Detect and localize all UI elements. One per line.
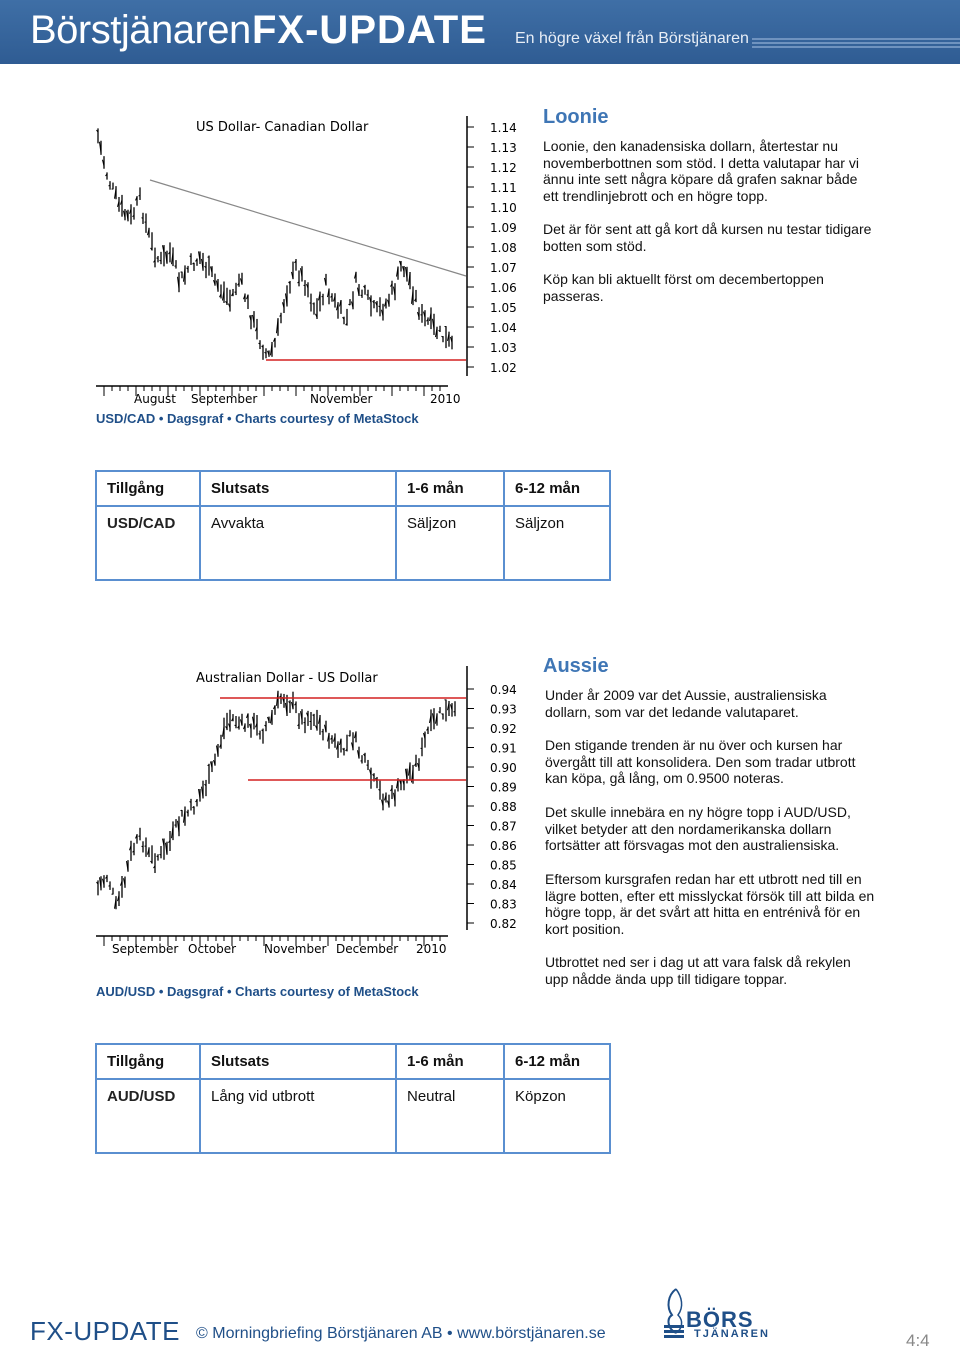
chart-caption: USD/CAD • Dagsgraf • Charts courtesy of MetaStock bbox=[96, 411, 419, 426]
y-tick-label: 1.11 bbox=[490, 181, 517, 195]
paragraph: Den stigande trenden är nu över och kursen har övergått till att konsolidera. Den som tradar utbrott kan köpa, gå lång, om 0.9500 noteras. bbox=[545, 737, 856, 786]
y-tick-label: 0.86 bbox=[490, 839, 517, 853]
y-tick-label: 0.85 bbox=[490, 858, 517, 873]
x-tick-label: September bbox=[112, 942, 179, 956]
conclusion-cell: Avvakta bbox=[200, 506, 396, 580]
short-term-cell: Neutral bbox=[396, 1079, 504, 1153]
x-tick-label: September bbox=[191, 392, 258, 406]
table-row bbox=[96, 1079, 610, 1153]
y-tick-label: 1.06 bbox=[490, 281, 517, 295]
column-header: 6-12 mån bbox=[504, 471, 610, 506]
brand-name: Börstjänaren bbox=[30, 8, 251, 52]
y-tick-label: 1.08 bbox=[490, 241, 517, 255]
conclusion-cell: Lång vid utbrott bbox=[200, 1079, 396, 1153]
paragraph: Det skulle innebära en ny högre topp i AUD/USD, vilket betyder att den nordamerikanska dollarn fortsätter att försvagas mot den australiensiska. bbox=[545, 804, 851, 853]
chart-title: Australian Dollar - US Dollar bbox=[196, 671, 378, 686]
y-tick-label: 1.03 bbox=[490, 341, 517, 355]
asset-cell: AUD/USD bbox=[96, 1079, 200, 1153]
y-tick-label: 1.04 bbox=[490, 321, 517, 335]
paragraph: Köp kan bli aktuellt först om decembertoppen passeras. bbox=[543, 271, 824, 304]
section-heading-aussie: Aussie bbox=[543, 655, 609, 677]
table-header-row bbox=[96, 1044, 610, 1079]
column-header: Tillgång bbox=[96, 471, 200, 506]
y-tick-label: 1.10 bbox=[490, 201, 517, 215]
column-header: Tillgång bbox=[96, 1044, 200, 1079]
x-tick-label: November bbox=[310, 392, 373, 406]
page-number: 4:4 bbox=[906, 1331, 930, 1350]
column-header: Slutsats bbox=[200, 1044, 396, 1079]
y-tick-label: 1.07 bbox=[490, 261, 517, 275]
y-tick-label: 0.91 bbox=[490, 741, 517, 756]
section-heading-loonie: Loonie bbox=[543, 106, 609, 128]
paragraph: Utbrottet ned ser i dag ut att vara falsk då rekylen upp nådde ända upp till tidigare toppar. bbox=[545, 954, 851, 987]
y-tick-label: 0.83 bbox=[490, 897, 517, 912]
brand-product: FX-UPDATE bbox=[252, 8, 487, 52]
decorative-stripes bbox=[752, 38, 960, 48]
x-tick-label: 2010 bbox=[416, 942, 447, 956]
y-tick-label: 0.89 bbox=[490, 780, 517, 795]
paragraph: Eftersom kursgrafen redan har ett utbrott ned till en lägre botten, efter ett misslyckat försök till att bilda en högre topp, är det svårt att hitta en entrénivå för en kort position. bbox=[545, 871, 875, 937]
x-tick-label: October bbox=[188, 942, 237, 956]
paragraph: Det är för sent att gå kort då kursen nu testar tidigare botten som stöd. bbox=[543, 221, 872, 254]
y-tick-label: 1.05 bbox=[490, 301, 517, 315]
x-tick-label: August bbox=[134, 392, 176, 406]
y-tick-label: 0.82 bbox=[490, 917, 517, 931]
column-header: 1-6 mån bbox=[396, 1044, 504, 1079]
audusd-chart bbox=[90, 660, 530, 965]
chart-title: US Dollar- Canadian Dollar bbox=[196, 120, 369, 135]
y-tick-label: 0.92 bbox=[490, 722, 517, 736]
long-term-cell: Köpzon bbox=[504, 1079, 610, 1153]
y-tick-label: 1.14 bbox=[490, 121, 517, 135]
long-term-cell: Säljzon bbox=[504, 506, 610, 580]
column-header: Slutsats bbox=[200, 471, 396, 506]
column-header: 6-12 mån bbox=[504, 1044, 610, 1079]
y-tick-label: 1.02 bbox=[490, 361, 517, 375]
asset-cell: USD/CAD bbox=[96, 506, 200, 580]
table-header-row bbox=[96, 471, 610, 506]
recommendation-table bbox=[95, 470, 611, 581]
page-header bbox=[0, 0, 960, 64]
y-tick-label: 0.87 bbox=[490, 819, 517, 834]
chart-caption: AUD/USD • Dagsgraf • Charts courtesy of MetaStock bbox=[96, 984, 419, 999]
paragraph: Loonie, den kanadensiska dollarn, återtestar nu novemberbottnen som stöd. I detta valutapar har vi ännu inte sett några köpare då grafen saknar både ett trendlinjebrott och en högre topp. bbox=[543, 138, 859, 204]
footer-brand: FX-UPDATE bbox=[30, 1316, 180, 1346]
y-tick-label: 0.90 bbox=[490, 761, 517, 775]
y-tick-label: 1.12 bbox=[490, 161, 517, 175]
footer-copyright: © Morningbriefing Börstjänaren AB • www.börstjänaren.se bbox=[196, 1325, 606, 1342]
paragraph: Under år 2009 var det Aussie, australiensiska dollarn, som var det ledande valutaparet. bbox=[545, 687, 827, 720]
logo-wordmark: BÖRS bbox=[686, 1307, 754, 1332]
table-row bbox=[96, 506, 610, 580]
recommendation-table bbox=[95, 1043, 611, 1154]
y-tick-label: 0.84 bbox=[490, 878, 517, 892]
y-tick-label: 0.94 bbox=[490, 683, 517, 697]
column-header: 1-6 mån bbox=[396, 471, 504, 506]
y-tick-label: 1.13 bbox=[490, 141, 517, 155]
y-tick-label: 1.09 bbox=[490, 221, 517, 235]
y-tick-label: 0.88 bbox=[490, 800, 517, 814]
short-term-cell: Säljzon bbox=[396, 506, 504, 580]
x-tick-label: December bbox=[336, 942, 399, 956]
x-tick-label: 2010 bbox=[430, 392, 461, 406]
usdcad-chart bbox=[90, 108, 530, 408]
logo-wordmark-sub: TJÄNAREN bbox=[694, 1328, 770, 1340]
y-tick-label: 0.93 bbox=[490, 702, 517, 717]
x-tick-label: November bbox=[264, 942, 327, 956]
brand-tagline: En högre växel från Börstjänaren bbox=[515, 30, 749, 47]
